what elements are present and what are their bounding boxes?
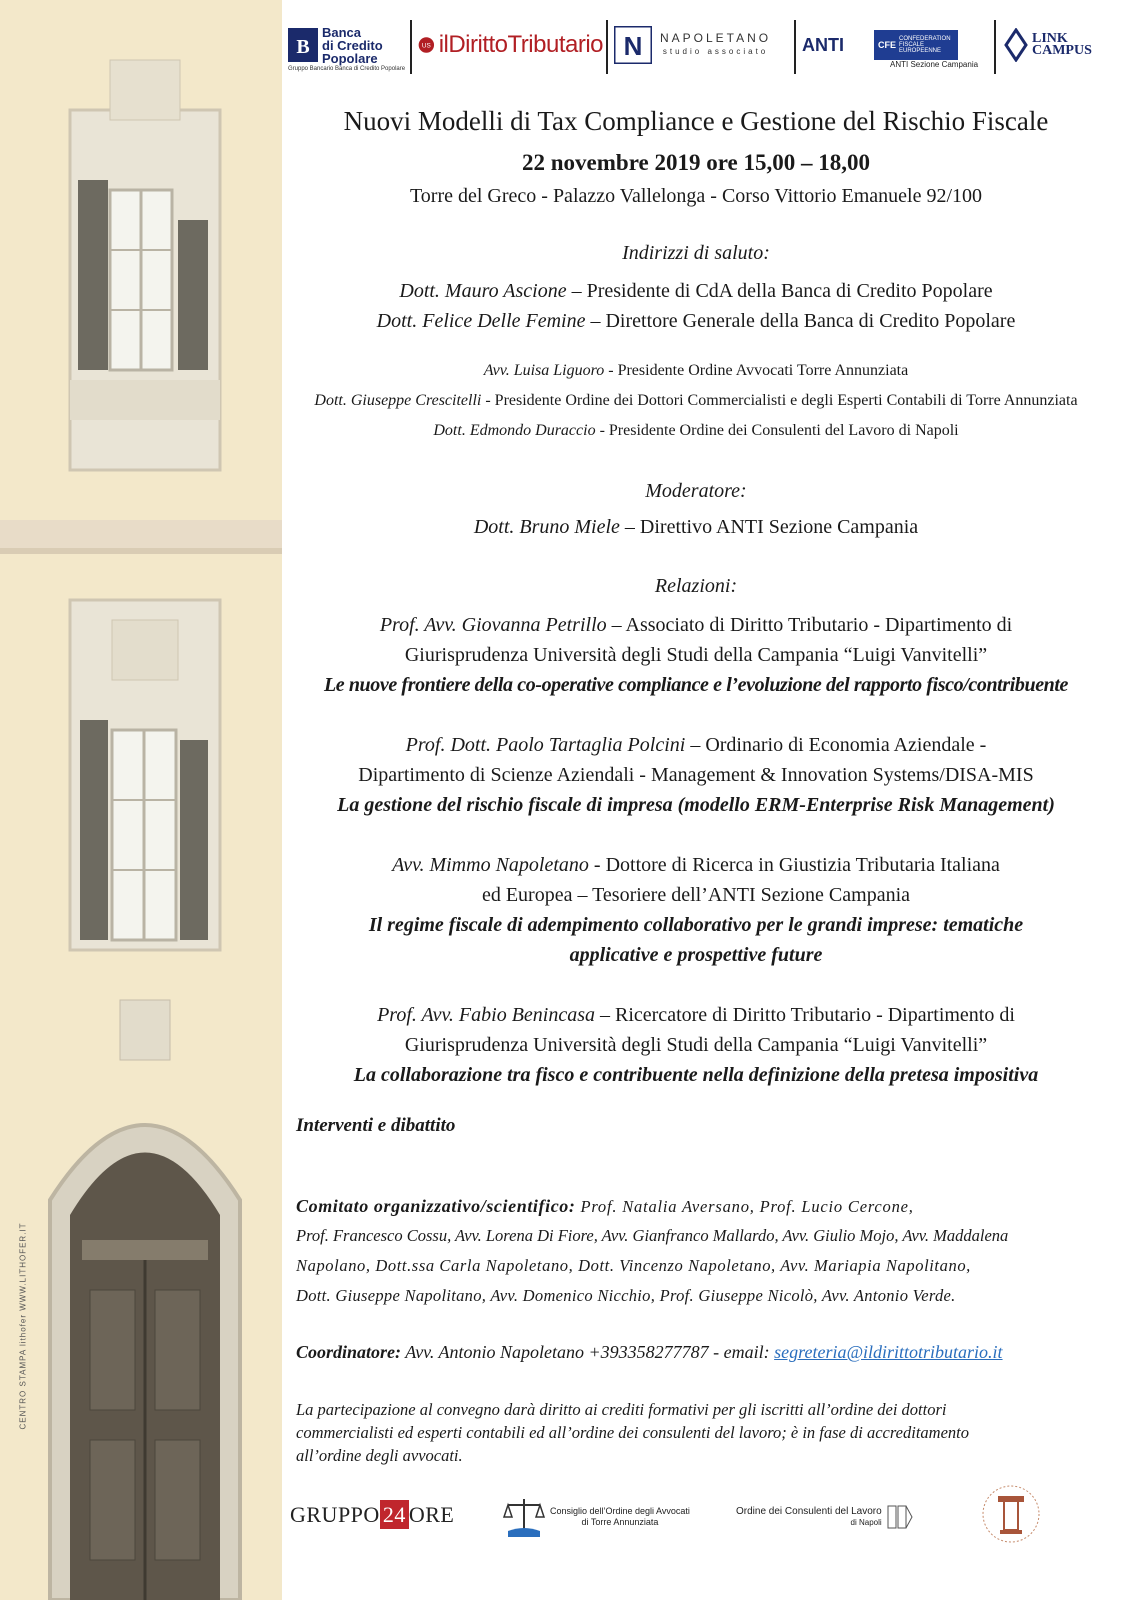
ordine-consulenti-logo: Ordine dei Consulenti del Lavoro di Napoli — [736, 1502, 914, 1532]
relatore-row: Prof. Dott. Paolo Tartaglia Polcini – Ordinario di Economia Aziendale - — [405, 734, 987, 756]
comitato-line: Comitato organizzativo/scientifico: Prof. Natalia Aversano, Prof. Lucio Cercone, — [296, 1196, 914, 1216]
building-photo — [0, 0, 282, 1600]
svg-text:N: N — [623, 31, 643, 61]
comitato-line: Dott. Giuseppe Napolitano, Avv. Domenico Nicchio, Prof. Giuseppe Nicolò, Avv. Antonio Verde. — [296, 1286, 956, 1305]
moderatore-heading: Moderatore: — [645, 480, 747, 502]
scales-icon — [502, 1495, 546, 1539]
relatore-affiliation: Giurisprudenza Università degli Studi della Campania “Luigi Vanvitelli” — [404, 644, 988, 666]
divider — [794, 20, 796, 74]
relazioni-heading: Relazioni: — [654, 575, 738, 597]
saluto-row: Avv. Luisa Liguoro - Presidente Ordine Avvocati Torre Annunziata — [483, 362, 909, 379]
bcp-logo: B Banca di Credito Popolare Gruppo Bancario Banca di Credito Popolare — [288, 24, 406, 72]
printer-credit: CENTRO STAMPA lithofer WWW.LITHOFER.IT — [18, 1222, 28, 1430]
relazione-topic: La collaborazione tra fisco e contribuente nella definizione della pretesa impositiva — [353, 1064, 1039, 1086]
crediti-line: commercialisti ed esperti contabili ed all’ordine dei consulenti del lavoro; è in fase di accreditamento — [296, 1423, 969, 1442]
coordinatore-line: Coordinatore: Avv. Antonio Napoletano +393358277787 - email: segreteria@ildirittotributario.it — [296, 1342, 1003, 1362]
relazione-topic: La gestione del rischio fiscale di impresa (modello ERM-Enterprise Risk Management) — [337, 794, 1055, 816]
moderatore-row: Dott. Bruno Miele – Direttivo ANTI Sezione Campania — [473, 516, 919, 538]
svg-text:B: B — [296, 36, 310, 58]
sponsor-logos — [288, 16, 1118, 76]
event-date: 22 novembre 2019 ore 15,00 – 18,00 — [522, 150, 870, 175]
saluto-row: Dott. Giuseppe Crescitelli - Presidente Ordine dei Dottori Commercialisti e degli Esperti Contabili di Torre Annunziata — [314, 392, 1078, 409]
ildirittotributario-logo: US ilDirittoTributario — [418, 16, 603, 74]
divider — [994, 20, 996, 74]
crediti-line: La partecipazione al convegno darà diritto ai crediti formativi per gli iscritti all’ordine dei dottori — [296, 1400, 947, 1419]
divider — [606, 20, 608, 74]
divider — [410, 20, 412, 74]
building-illustration — [0, 0, 282, 1600]
upper-window — [70, 60, 220, 470]
relazione-topic: Il regime fiscale di adempimento collaborativo per le grandi imprese: tematiche — [368, 914, 1024, 936]
bcp-mark-icon — [288, 28, 318, 62]
comitato-line: Prof. Francesco Cossu, Avv. Lorena Di Fiore, Avv. Gianfranco Mallardo, Avv. Giulio Mojo, Avv. Maddalena — [296, 1226, 1009, 1245]
saluto-row: Dott. Edmondo Duraccio - Presidente Ordine dei Consulenti del Lavoro di Napoli — [433, 422, 959, 439]
napoletano-logo: N NAPOLETANO studio associato — [614, 16, 790, 74]
consulenti-mark-icon — [886, 1502, 914, 1532]
relatore-row: Avv. Mimmo Napoletano - Dottore di Ricerca in Giustizia Tributaria Italiana — [392, 854, 1000, 876]
relatore-affiliation: Giurisprudenza Università degli Studi della Campania “Luigi Vanvitelli” — [404, 1034, 988, 1056]
event-title: Nuovi Modelli di Tax Compliance e Gestione del Rischio Fiscale — [343, 106, 1049, 136]
anti-logo: ANTI CFE CONFEDERATION FISCALE EUROPEENNE ANTI Sezione Campania — [802, 16, 988, 74]
link-campus-logo: LINK CAMPUS — [1004, 16, 1094, 74]
saluto-row: Dott. Felice Delle Femine – Direttore Generale della Banca di Credito Popolare — [376, 310, 1016, 332]
crediti-line: all’ordine degli avvocati. — [296, 1446, 463, 1465]
ordine-avvocati-logo: Consiglio dell’Ordine degli Avvocati di Torre Annunziata — [502, 1495, 690, 1539]
interventi-label: Interventi e dibattito — [296, 1115, 456, 1136]
relatore-affiliation: Dipartimento di Scienze Aziendali - Management & Innovation Systems/DISA-MIS — [358, 764, 1034, 786]
ordine-commercialisti-logo — [966, 1484, 1056, 1549]
saluto-row: Dott. Mauro Ascione – Presidente di CdA della Banca di Credito Popolare — [399, 280, 993, 302]
relazione-topic: applicative e prospettive future — [569, 944, 823, 966]
comitato-line: Napolano, Dott.ssa Carla Napoletano, Dott. Vincenzo Napoletano, Avv. Mariapia Napolitano, — [296, 1256, 971, 1275]
relatore-affiliation: ed Europea – Tesoriere dell’ANTI Sezione Campania — [481, 884, 911, 906]
relatore-row: Prof. Avv. Giovanna Petrillo – Associato di Diritto Tributario - Dipartimento di — [379, 614, 1013, 636]
gruppo24ore-logo: GRUPPO 24 ORE — [290, 1502, 455, 1527]
middle-window — [70, 600, 220, 950]
napoletano-mark-icon — [614, 26, 652, 64]
saluti-heading: Indirizzi di saluto: — [622, 242, 770, 264]
idt-mark-icon — [418, 32, 435, 58]
event-place: Torre del Greco - Palazzo Vallelonga - Corso Vittorio Emanuele 92/100 — [409, 185, 983, 207]
column-emblem-icon — [966, 1484, 1056, 1544]
link-campus-mark-icon — [1004, 28, 1028, 62]
relatore-row: Prof. Avv. Fabio Benincasa – Ricercatore di Diritto Tributario - Dipartimento di — [377, 1004, 1015, 1026]
email-link[interactable]: segreteria@ildirittotributario.it — [774, 1342, 1003, 1362]
relazione-topic: Le nuove frontiere della co-operative compliance e l’evoluzione del rapporto fisco/contribuente — [323, 674, 1069, 696]
svg-text:US: US — [421, 42, 431, 50]
